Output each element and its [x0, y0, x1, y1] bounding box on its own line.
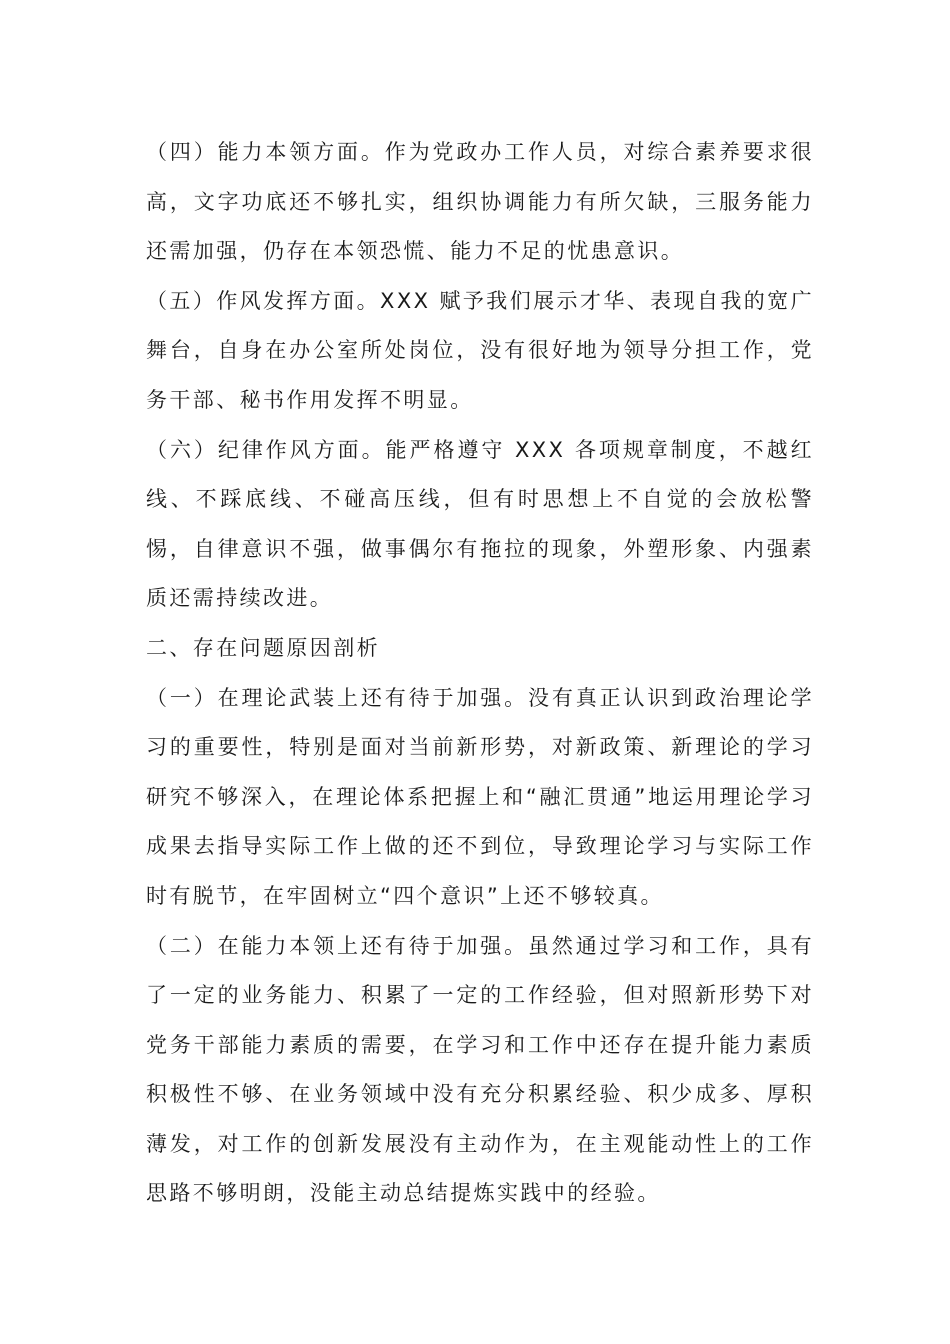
document-body: [146, 128, 814, 1219]
paragraph-theory: （一）在理论武装上还有待于加强。没有真正认识到政治理论学习的重要性，特别是面对当前新形势，对新政策、新理论的学习研究不够深入，在理论体系把握上和“融汇贯通”地运用理论学习成果去指导实际工作上做的还不到位，导致理论学习与实际工作时有脱节，在牢固树立“四个意识”上还不够较真。: [146, 685, 814, 908]
section-heading-cause-analysis: 二、存在问题原因剖析: [146, 635, 380, 660]
paragraph-ability: （四）能力本领方面。作为党政办工作人员，对综合素养要求很高，文字功底还不够扎实，组织协调能力有所欠缺，三服务能力还需加强，仍存在本领恐慌、能力不足的忧患意识。: [146, 140, 814, 264]
paragraph-discipline: （六）纪律作风方面。能严格遵守 XXX 各项规章制度，不越红线、不踩底线、不碰高压线，但有时思想上不自觉的会放松警惕，自律意识不强，做事偶尔有拖拉的现象，外塑形象、内强素质还需持续改进。: [146, 437, 814, 611]
paragraph-capability: （二）在能力本领上还有待于加强。虽然通过学习和工作，具有了一定的业务能力、积累了一定的工作经验，但对照新形势下对党务干部能力素质的需要，在学习和工作中还存在提升能力素质积极性不够、在业务领域中没有充分积累经验、积少成多、厚积薄发，对工作的创新发展没有主动作为，在主观能动性上的工作思路不够明朗，没能主动总结提炼实践中的经验。: [146, 933, 814, 1206]
paragraph-style: （五）作风发挥方面。XXX 赋予我们展示才华、表现自我的宽广舞台，自身在办公室所处岗位，没有很好地为领导分担工作，党务干部、秘书作用发挥不明显。: [146, 288, 814, 412]
